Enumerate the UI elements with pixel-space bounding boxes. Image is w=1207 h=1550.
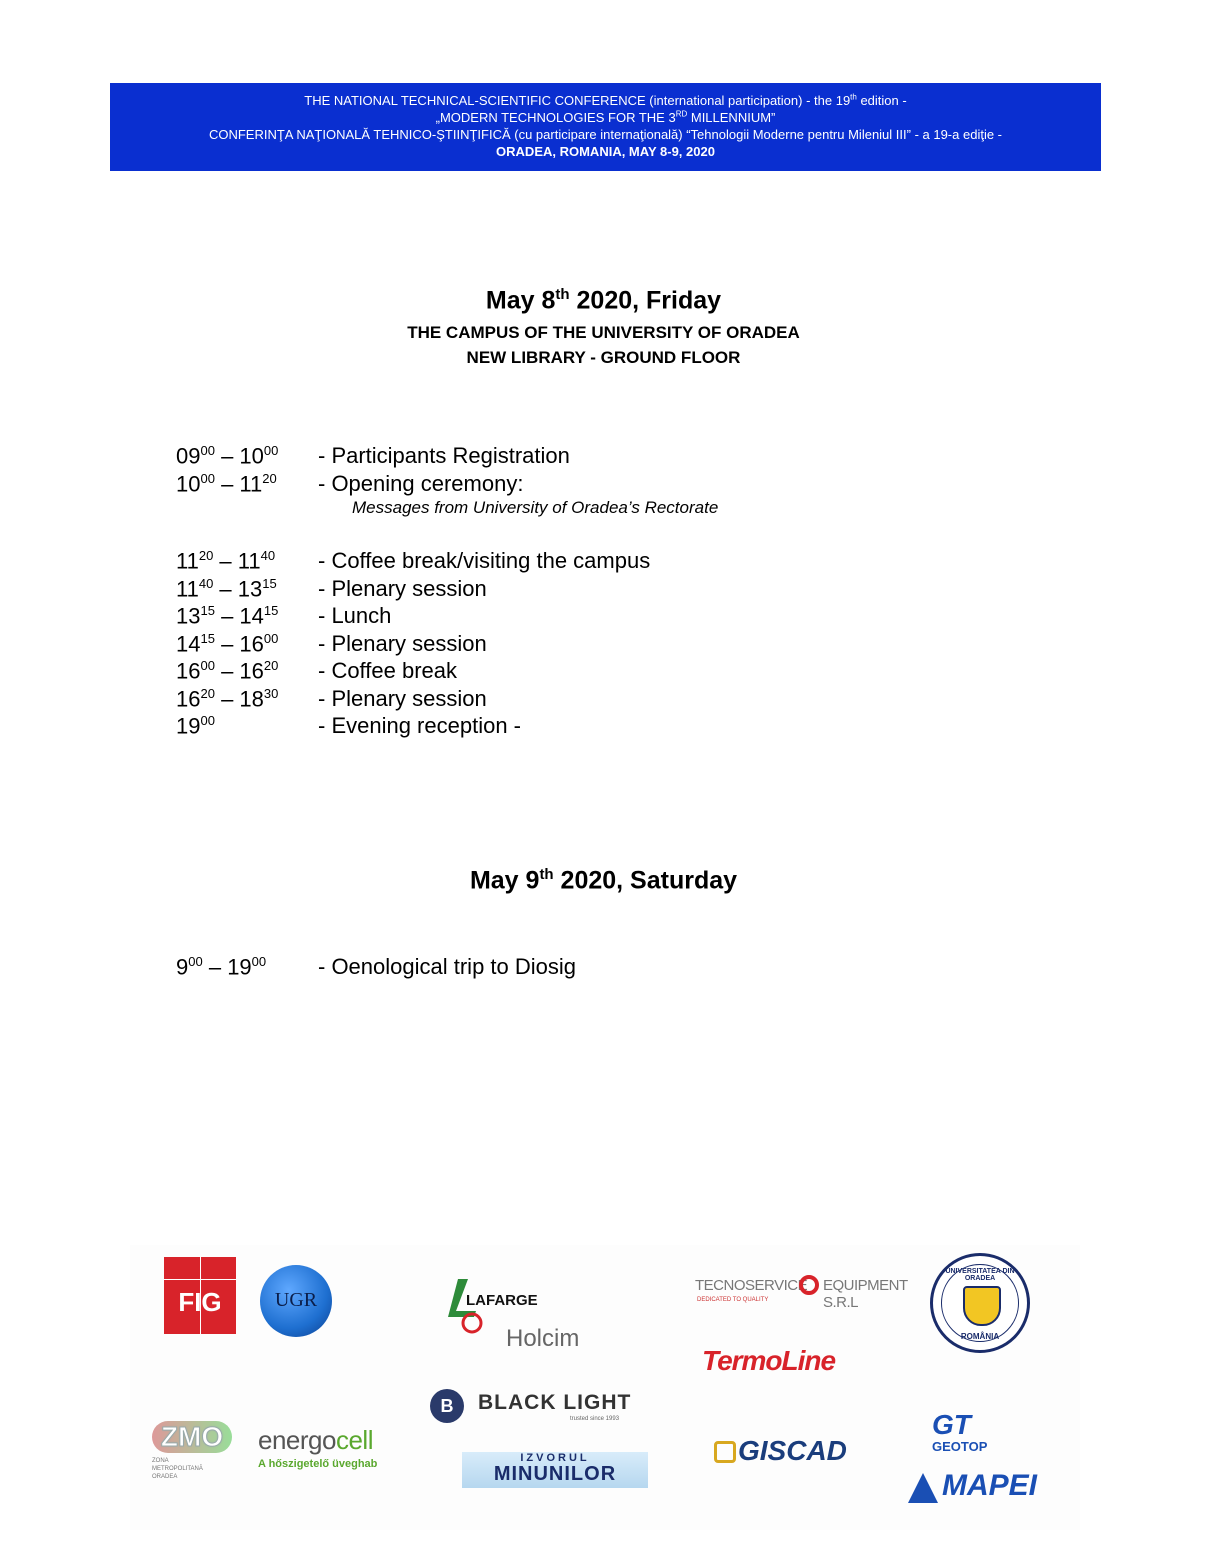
tecnoservice-logo: [695, 1273, 908, 1313]
schedule-time: $19^{00}$: [176, 713, 215, 739]
energocell-tagline: A hőszigetelő üveghab: [258, 1458, 378, 1470]
equipment-text: EQUIPMENT S.R.L: [823, 1277, 908, 1311]
ugr-logo-text: UGR: [274, 1289, 318, 1311]
day1-venue-line-1: THE CAMPUS OF THE UNIVERSITY OF ORADEA: [407, 323, 800, 342]
schedule-row: [176, 548, 976, 576]
izvorul-minunilor-logo: [462, 1452, 648, 1488]
schedule-time: $11^{20} - 11^{40}$: [176, 548, 276, 574]
banner-line-3: CONFERINŢA NAŢIONALĂ TEHNICO-ŞTIINŢIFICĂ (cu participare internaţională) “Tehnologii Moderne pentru Mileniul III” - a 19-a ediţie -: [208, 127, 1003, 142]
schedule-activity: - Plenary session: [318, 631, 487, 656]
schedule-row: [176, 713, 976, 741]
schedule-row: [176, 576, 976, 604]
sponsor-logos: [130, 1245, 1080, 1530]
holcim-text: Holcim: [506, 1325, 580, 1352]
zmo-logo: [152, 1421, 242, 1491]
schedule-activity: - Plenary session: [318, 576, 487, 601]
giscad-text: GISCAD: [738, 1435, 847, 1466]
energocell-logo: [258, 1425, 398, 1485]
geotop-logo: [932, 1411, 1002, 1457]
schedule-activity: - Evening reception -: [318, 713, 521, 738]
day1-title: May 8th 2020, Friday: [485, 286, 722, 315]
giscad-icon: [714, 1441, 736, 1463]
termoline-text: TermoLine: [702, 1345, 836, 1376]
day1-venue-line-2: NEW LIBRARY - GROUND FLOOR: [466, 348, 741, 367]
lafarge-holcim-logo: [446, 1275, 596, 1357]
schedule-activity: - Coffee break: [318, 658, 458, 683]
conference-banner: [110, 83, 1101, 171]
schedule-row: [176, 443, 976, 471]
minunilor-text: MINUNILOR: [493, 1463, 617, 1485]
blacklight-text: BLACK LIGHT: [478, 1391, 632, 1414]
university-country-text: ROMÂNIA: [960, 1332, 1000, 1341]
schedule-time: $09^{00} - 10^{00}$: [176, 443, 279, 469]
blacklight-b-icon: B: [430, 1389, 464, 1423]
energocell-text: energocell: [258, 1425, 373, 1455]
schedule-time: $10^{00} - 11^{20}$: [176, 471, 277, 497]
opening-ceremony-note: Messages from University of Oradea’s Rectorate: [352, 498, 719, 517]
schedule-time: $16^{00} - 16^{20}$: [176, 658, 279, 684]
blacklight-logo: [430, 1389, 660, 1429]
mapei-mark-icon: [908, 1473, 938, 1503]
blacklight-tagline: trusted since 1993: [570, 1416, 620, 1422]
tecnoservice-text: TECNOSERVICE: [695, 1277, 808, 1294]
schedule-activity: - Coffee break/visiting the campus: [318, 548, 651, 573]
fig-logo: [164, 1257, 236, 1334]
lafarge-text: LAFARGE: [466, 1292, 538, 1309]
banner-line-1: THE NATIONAL TECHNICAL-SCIENTIFIC CONFERENCE (international participation) - the 19th edition -: [304, 92, 907, 108]
mapei-logo: [908, 1469, 1058, 1515]
schedule-time: $14^{15} - 16^{00}$: [176, 631, 279, 657]
university-oradea-seal: [930, 1253, 1030, 1353]
schedule-activity: - Opening ceremony:: [318, 471, 524, 496]
schedule-time: $11^{40} - 13^{15}$: [176, 576, 277, 602]
tecnoservice-q-icon: [799, 1275, 819, 1295]
university-seal-text: UNIVERSITATEA DIN ORADEA: [945, 1268, 1015, 1282]
banner-line-4: ORADEA, ROMANIA, MAY 8-9, 2020: [496, 144, 715, 159]
schedule-row: [176, 686, 976, 714]
zmo-subtext: ZONA METROPOLITANĂ ORADEA: [152, 1458, 203, 1480]
schedule-row: [176, 954, 976, 982]
tecnoservice-tagline: DEDICATED TO QUALITY: [697, 1297, 769, 1303]
schedule-row: [176, 631, 976, 659]
schedule-time: $9^{00} - 19^{00}$: [176, 954, 267, 980]
schedule-time: $16^{20} - 18^{30}$: [176, 686, 279, 712]
geotop-text: GEOTOP: [932, 1439, 988, 1454]
ugr-logo: [260, 1265, 332, 1337]
schedule-row: [176, 471, 976, 499]
zmo-text: ZMO: [152, 1421, 232, 1453]
schedule-activity: - Oenological trip to Diosig: [318, 954, 577, 979]
schedule-row: [176, 603, 976, 631]
schedule-activity: - Lunch: [318, 603, 392, 628]
izvorul-text: IZVORUL: [520, 1452, 590, 1464]
termoline-logo: [702, 1345, 852, 1385]
schedule-row: [176, 658, 976, 686]
schedule-activity: - Participants Registration: [318, 443, 570, 468]
schedule-activity: - Plenary session: [318, 686, 487, 711]
geotop-mark-icon: GT: [932, 1409, 971, 1440]
mapei-text: MAPEI: [942, 1469, 1038, 1502]
giscad-logo: [714, 1435, 884, 1475]
schedule-time: $13^{15} - 14^{15}$: [176, 603, 279, 629]
day2-title: May 9th 2020, Saturday: [469, 866, 738, 895]
banner-line-2: „MODERN TECHNOLOGIES FOR THE 3RD MILLENNIUM”: [435, 109, 776, 125]
fig-logo-text: FIG: [178, 1287, 222, 1317]
university-shield-icon: [963, 1286, 1001, 1326]
